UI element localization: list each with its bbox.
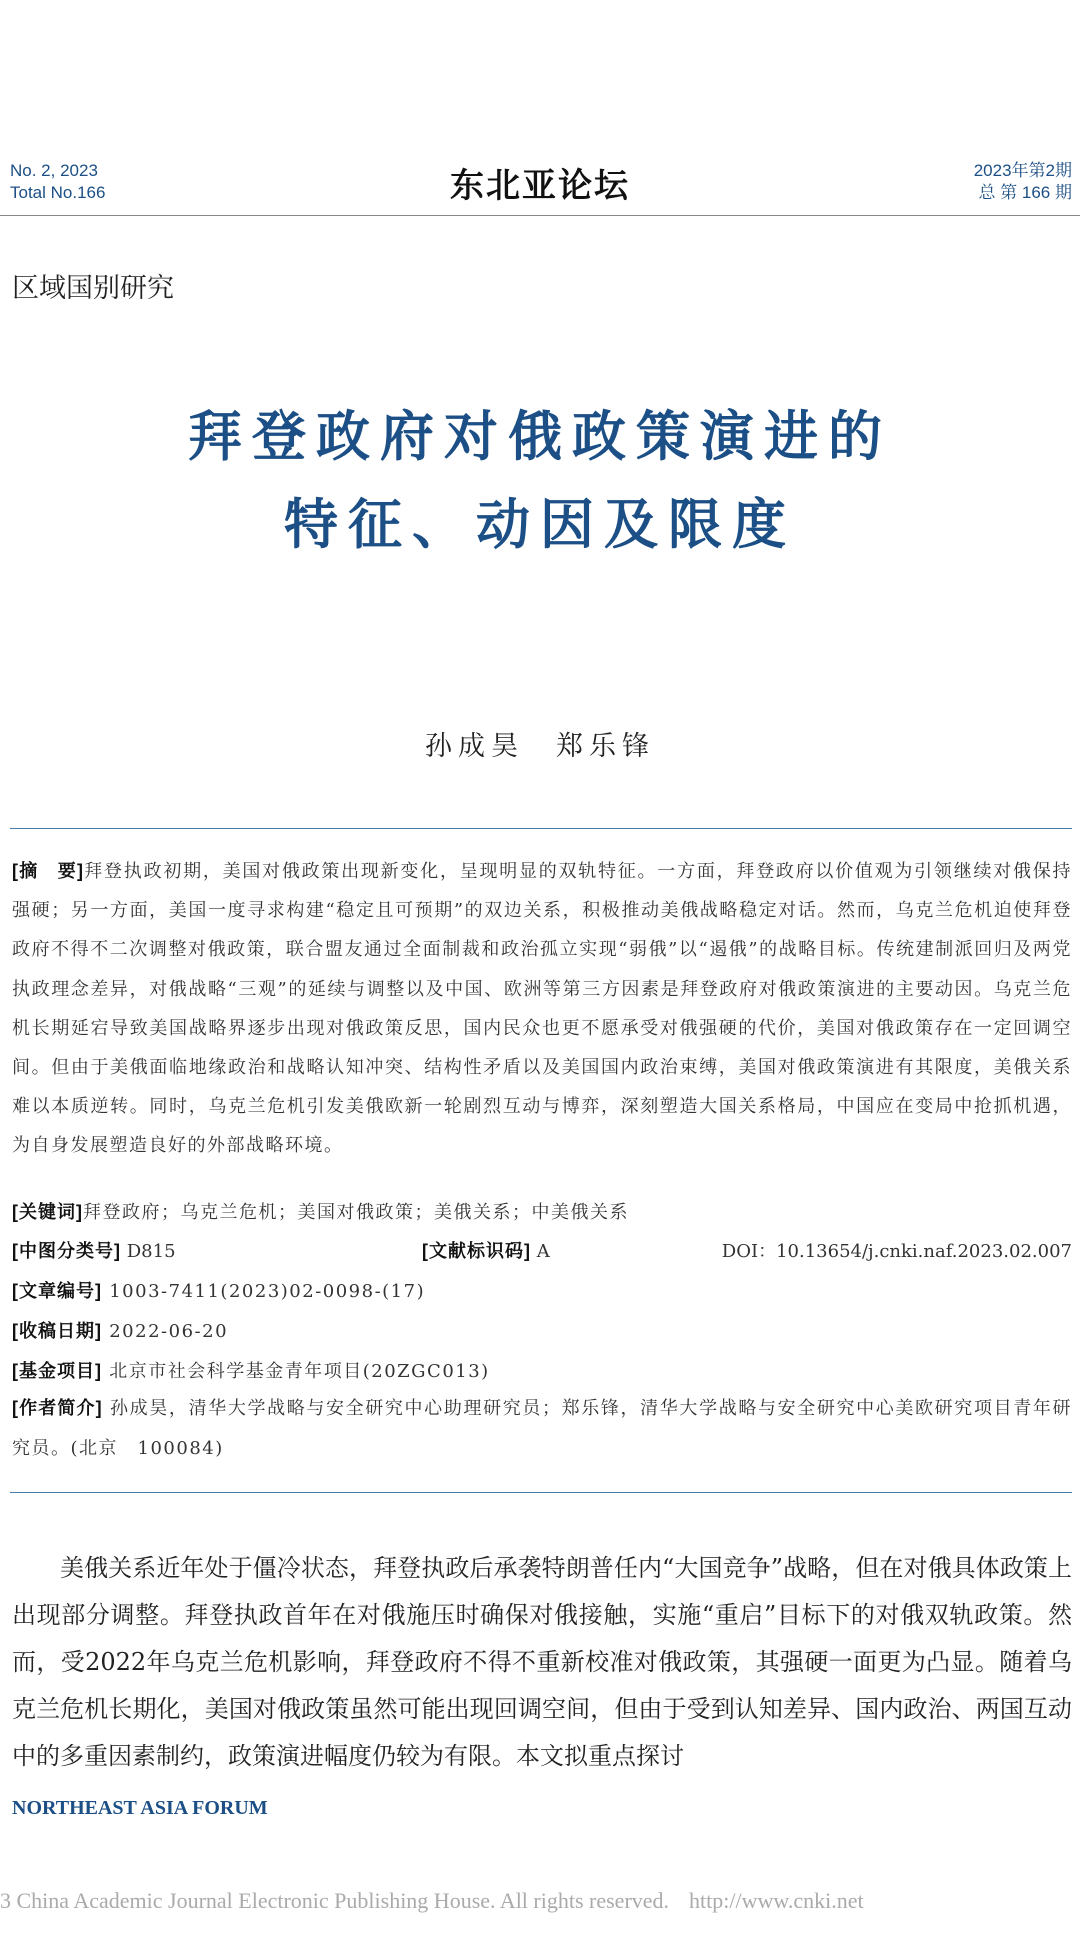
keywords-text: 拜登政府；乌克兰危机；美国对俄政策；美俄关系；中美俄关系 — [83, 1202, 629, 1223]
author-name: 孙成昊 — [425, 731, 524, 762]
title-line-2: 特征、动因及限度 — [284, 492, 796, 556]
section-heading: 区域国别研究 — [12, 273, 174, 303]
received-label: [收稿日期] — [12, 1321, 102, 1341]
author-bio — [12, 1388, 1072, 1469]
journal-name: 东北亚论坛 — [450, 166, 630, 206]
body-paragraph: 美俄关系近年处于僵冷状态，拜登执政后承袭特朗普任内“大国竞争”战略，但在对俄具体政策上出现部分调整。拜登执政首年在对俄施压时确保对俄接触，实施“重启”目标下的对俄双轨政策。然而，受2022年乌克兰危机影响，拜登政府不得不重新校准对俄政策，其强硬一面更为凸显。随着乌克兰危机长期化，美国对俄政策虽然可能出现回调空间，但由于受到认知差异、国内政治、两国互动中的多重因素制约，政策演进幅度仍较为有限。本文拟重点探讨 — [12, 1554, 1072, 1770]
abstract-bottom-rule — [10, 1492, 1072, 1493]
abstract-label: [摘 要] — [12, 861, 85, 881]
title-line-1: 拜登政府对俄政策演进的 — [188, 404, 892, 468]
doc-code-label: [文献标识码] — [422, 1241, 531, 1261]
clc-value: D815 — [126, 1241, 176, 1262]
total-number-cn: 总 第 166 期 — [978, 183, 1072, 202]
doi: DOI：10.13654/j.cnki.naf.2023.02.007 — [721, 1241, 1072, 1262]
classification-row — [12, 1237, 1072, 1267]
abstract-text: 拜登执政初期，美国对俄政策出现新变化，呈现明显的双轨特征。一方面，拜登政府以价值观为引领继续对俄保持强硬；另一方面，美国一度寻求构建“稳定且可预期”的双边关系，积极推动美俄战略稳定对话。然而，乌克兰危机迫使拜登政府不得不二次调整对俄政策，联合盟友通过全面制裁和政治孤立实现“弱俄”以“遏俄”的战略目标。传统建制派回归及两党执政理念差异，对俄战略“三观”的延续与调整以及中国、欧洲等第三方因素是拜登政府对俄政策演进的主要动因。乌克兰危机长期延宕导致美国战略界逐步出现对俄政策反思，国内民众也更不愿承受对俄强硬的代价，美国对俄政策存在一定回调空间。但由于美俄面临地缘政治和战略认知冲突、结构性矛盾以及美国国内政治束缚，美国对俄政策演进有其限度，美俄关系难以本质逆转。同时，乌克兰危机引发美俄欧新一轮剧烈互动与博弈，深刻塑造大国关系格局，中国应在变局中抢抓机遇，为自身发展塑造良好的外部战略环境。 — [12, 861, 1072, 1157]
author-bio-label: [作者简介] — [12, 1398, 103, 1418]
received-date — [12, 1317, 1072, 1343]
clc-label: [中图分类号] — [12, 1241, 121, 1261]
fund-label: [基金项目] — [12, 1361, 102, 1381]
footer-journal-name: NORTHEAST ASIA FORUM — [12, 1797, 268, 1819]
fund-value: 北京市社会科学基金青年项目(20ZGC013) — [109, 1361, 490, 1382]
header-divider — [0, 215, 1080, 216]
fund-project — [12, 1357, 1072, 1383]
total-number: Total No.166 — [10, 183, 106, 202]
abstract — [12, 852, 1072, 1166]
article-number — [12, 1277, 1072, 1303]
received-value: 2022-06-20 — [109, 1321, 229, 1342]
copyright-line — [0, 1888, 864, 1914]
issue-number-cn: 2023年第2期 — [973, 161, 1072, 180]
header-issue-right — [974, 160, 1072, 204]
article-number-label: [文章编号] — [12, 1281, 102, 1301]
issue-number: No. 2, 2023 — [10, 161, 98, 180]
abstract-top-rule — [10, 828, 1072, 829]
author-list — [0, 724, 1080, 763]
doc-code-value: A — [536, 1241, 550, 1262]
keywords — [12, 1198, 1072, 1224]
copyright-text: 3 China Academic Journal Electronic Publishing House. All rights reserved. — [0, 1888, 670, 1913]
copyright-url: http://www.cnki.net — [689, 1888, 864, 1913]
article-number-value: 1003-7411(2023)02-0098-(17) — [109, 1281, 426, 1302]
author-bio-value: 孙成昊，清华大学战略与安全研究中心助理研究员；郑乐锋，清华大学战略与安全研究中心美欧研究项目青年研究员。(北京 100084) — [12, 1398, 1072, 1459]
author-name: 郑乐锋 — [556, 731, 655, 762]
article-title — [0, 392, 1080, 568]
keywords-label: [关键词] — [12, 1202, 83, 1222]
